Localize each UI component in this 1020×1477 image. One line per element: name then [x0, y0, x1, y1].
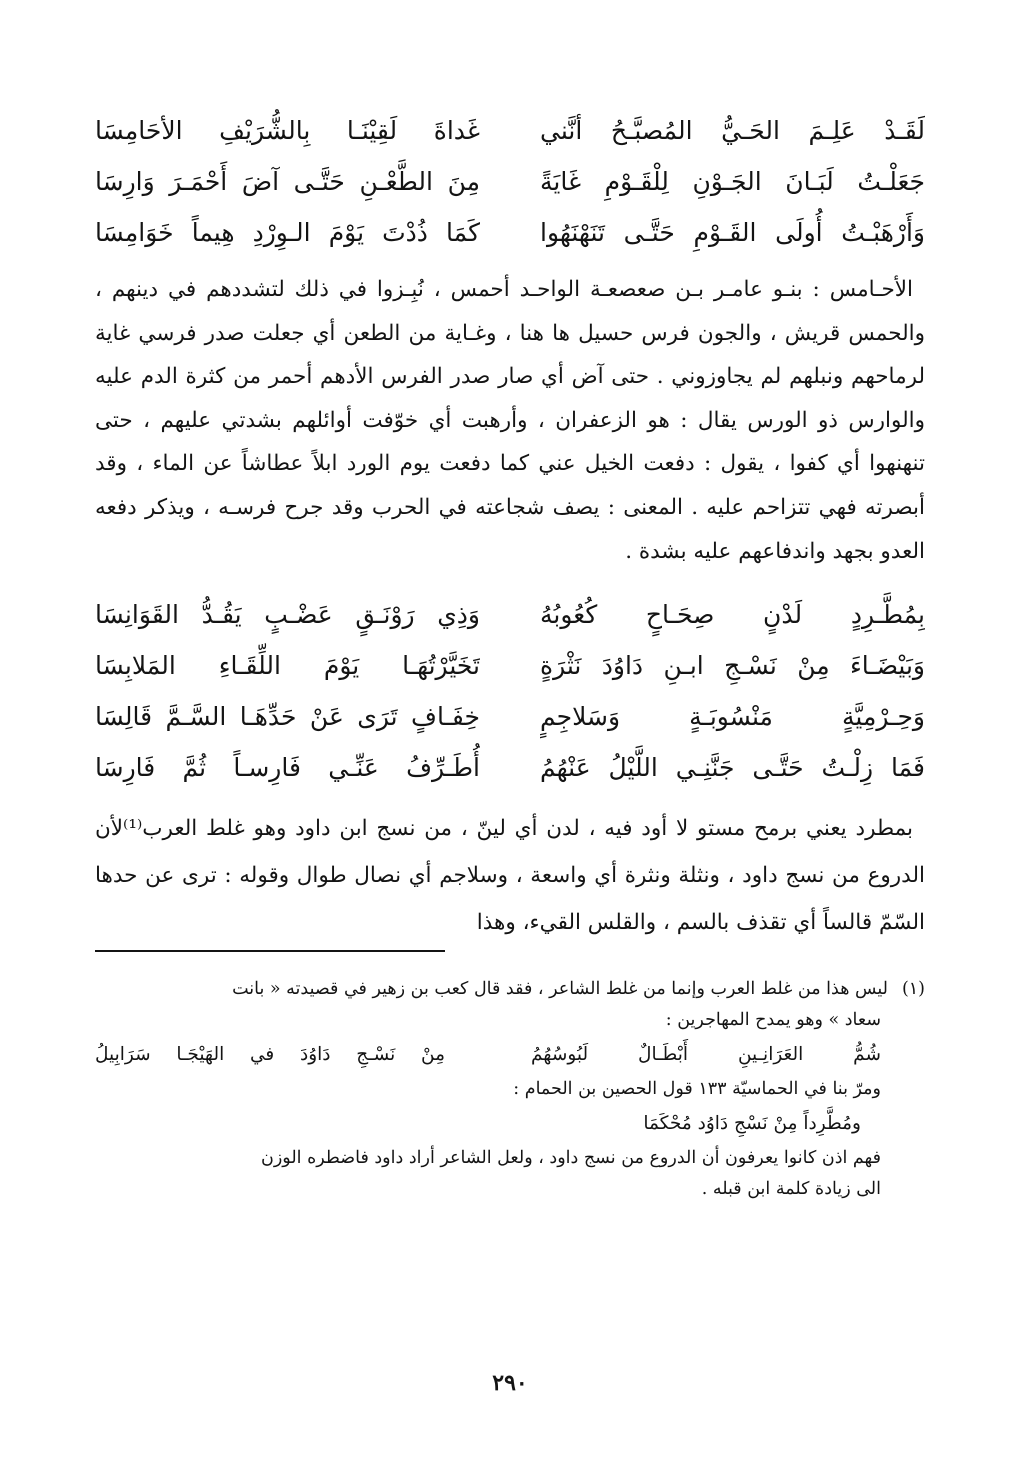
- verse-first-hemistich: فَمَا زِلْـتُ حَتَّـى جَنَّنِـي اللَّيْلُ عَنْهُمُ: [540, 753, 925, 783]
- footnote-separator: [95, 950, 445, 952]
- verse-line: [95, 589, 925, 640]
- poem-verses-1: [95, 105, 925, 258]
- footnote-text: ليس هذا من غلط العرب وإنما من غلط الشاعر ، فقد قال كعب بن زهير في قصيدته « بانت: [232, 979, 888, 1000]
- commentary-paragraph: الأحـامس : بنـو عامـر بـن صعصعـة الواحـد أحمس ، نُبِـزوا في ذلك لتشددهم في دينهم ، والحمس قريش ، والجون فرس حسيل ها هنا ، وغـاية من الطعن أي جعلت صدر فرسي غاية لرماحهم ونبلهم لم يجاوزوني . حتى آض أي صار صدر الفرس الأدهم أحمر من كثرة الدم عليه والوارس ذو الورس يقال : هو الزعفران ، وأرهبت أي خوّفت أوائلهم بشدتي عليهم ، حتى تنهنهوا أي كفوا ، يقول : دفعت الخيل عني كما دفعت يوم الورد ابلاً عطاشاً عن الماء ، وقد أبصرته فهي تتزاحم عليه . المعنى : يصف شجاعته في الحرب وقد جرح فرسـه ، ويذكر دفعه العدو بجهد واندفاعهم عليه بشدة .: [95, 277, 925, 564]
- footnote-text: ومرّ بنا في الحماسيّة ١٣٣ قول الحصين بن الحمام :: [513, 1079, 881, 1100]
- verse-second-hemistich: أُطَـرِّفُ عَنِّـي فَارِسـاً ثُمَّ فَارِسَا: [95, 753, 480, 783]
- verse-second-hemistich: كَمَا ذُدْتَ يَوْمَ الـوِرْدِ هِيماً خَوَامِسَا: [95, 218, 480, 247]
- verse-line: [95, 640, 925, 691]
- verse-line: [95, 742, 925, 793]
- page-number: ٢٩٠: [492, 1370, 528, 1396]
- verse-first-hemistich: وَحِـرْمِيَّةٍ مَنْسُوبَـةٍ وَسَلاجِمٍ: [540, 702, 925, 732]
- verse-line: [95, 156, 925, 207]
- verse-second-hemistich: تَخَيَّرْتُهَـا يَوْمَ اللِّقَـاءِ المَلابِسَا: [95, 651, 480, 681]
- verse-second-hemistich: خِفَـافٍ تَرَى عَنْ حَدِّهَـا السَّـمَّ قَالِسَا: [95, 702, 480, 732]
- verse-first-hemistich: لَقَـدْ عَلِـمَ الحَـيُّ المُصبَّـحُ أنَّني: [540, 116, 925, 145]
- verse-second-hemistich: وَذِي رَوْنَـقٍ عَضْـبٍ يَقُـدُّ القَوَانِسَا: [95, 600, 480, 630]
- footnote-quoted-verse: ومُطَّرِداً مِنْ نَسْجِ دَاوُد مُحْكَمَا: [643, 1113, 861, 1135]
- verse-first-hemistich: جَعَلْـتُ لَبَـانَ الجَـوْنِ لِلْقَـوْمِ غَايَةً: [540, 167, 925, 196]
- footnote-number: (١): [901, 979, 925, 1000]
- verse-first-hemistich: بِمُطَّـرِدٍ لَدْنٍ صِحَـاحٍ كُعُوبُهُ: [540, 600, 925, 630]
- verse-first-hemistich: شُمُّ العَرَانِـينِ أَبْطَـالٌ لَبُوسُهُمُ: [531, 1044, 881, 1066]
- poem-verses-2: [95, 589, 925, 793]
- verse-second-hemistich: مِنَ الطَّعْـنِ حَتَّـى آضَ أَحْمَـرَ وَارِسَا: [95, 167, 480, 196]
- verse-line: [95, 691, 925, 742]
- commentary-paragraph: بمطرد يعني برمح مستو لا أود فيه ، لدن أي لينّ ، من نسج ابن داود وهو غلط العرب⁽¹⁾لأن الدروع من نسج داود ، ونثلة ونثرة أي واسعة ، وسلاجم أي نصال طوال وقوله : ترى عن حدها السّمّ قالساً أي تقذف بالسم ، والقلس القيء، وهذا: [95, 816, 925, 936]
- verse-second-hemistich: مِنْ نَسْـجِ دَاوُدَ في الهَيْجَـا سَرَابِيلُ: [95, 1044, 445, 1066]
- verse-second-hemistich: غَداةَ لَقِيْنَـا بِالشُّرَيْفِ الأحَامِسَا: [95, 116, 480, 145]
- footnotes: [95, 974, 925, 1205]
- footnote-text: فهم اذن كانوا يعرفون أن الدروع من نسج داود ، ولعل الشاعر أراد داود فاضطره الوزن: [260, 1148, 881, 1169]
- book-page: [95, 100, 925, 1205]
- footnote-text: سعاد » وهو يمدح المهاجرين :: [665, 1010, 881, 1031]
- footnote-verse: [95, 1036, 925, 1074]
- verse-first-hemistich: وَأَرْهَبْـتُ أُولَى القَـوْمِ حَتَّـى تَنَهْنَهُوا: [540, 218, 925, 247]
- verse-line: [95, 207, 925, 258]
- verse-first-hemistich: وَبَيْضَـاءَ مِنْ نَسْـجِ ابـنِ دَاوُدَ نَثْرَةٍ: [540, 651, 925, 681]
- verse-line: [95, 105, 925, 156]
- footnote-text: الى زيادة كلمة ابن قبله .: [701, 1179, 881, 1200]
- footnote-line: [95, 974, 925, 1005]
